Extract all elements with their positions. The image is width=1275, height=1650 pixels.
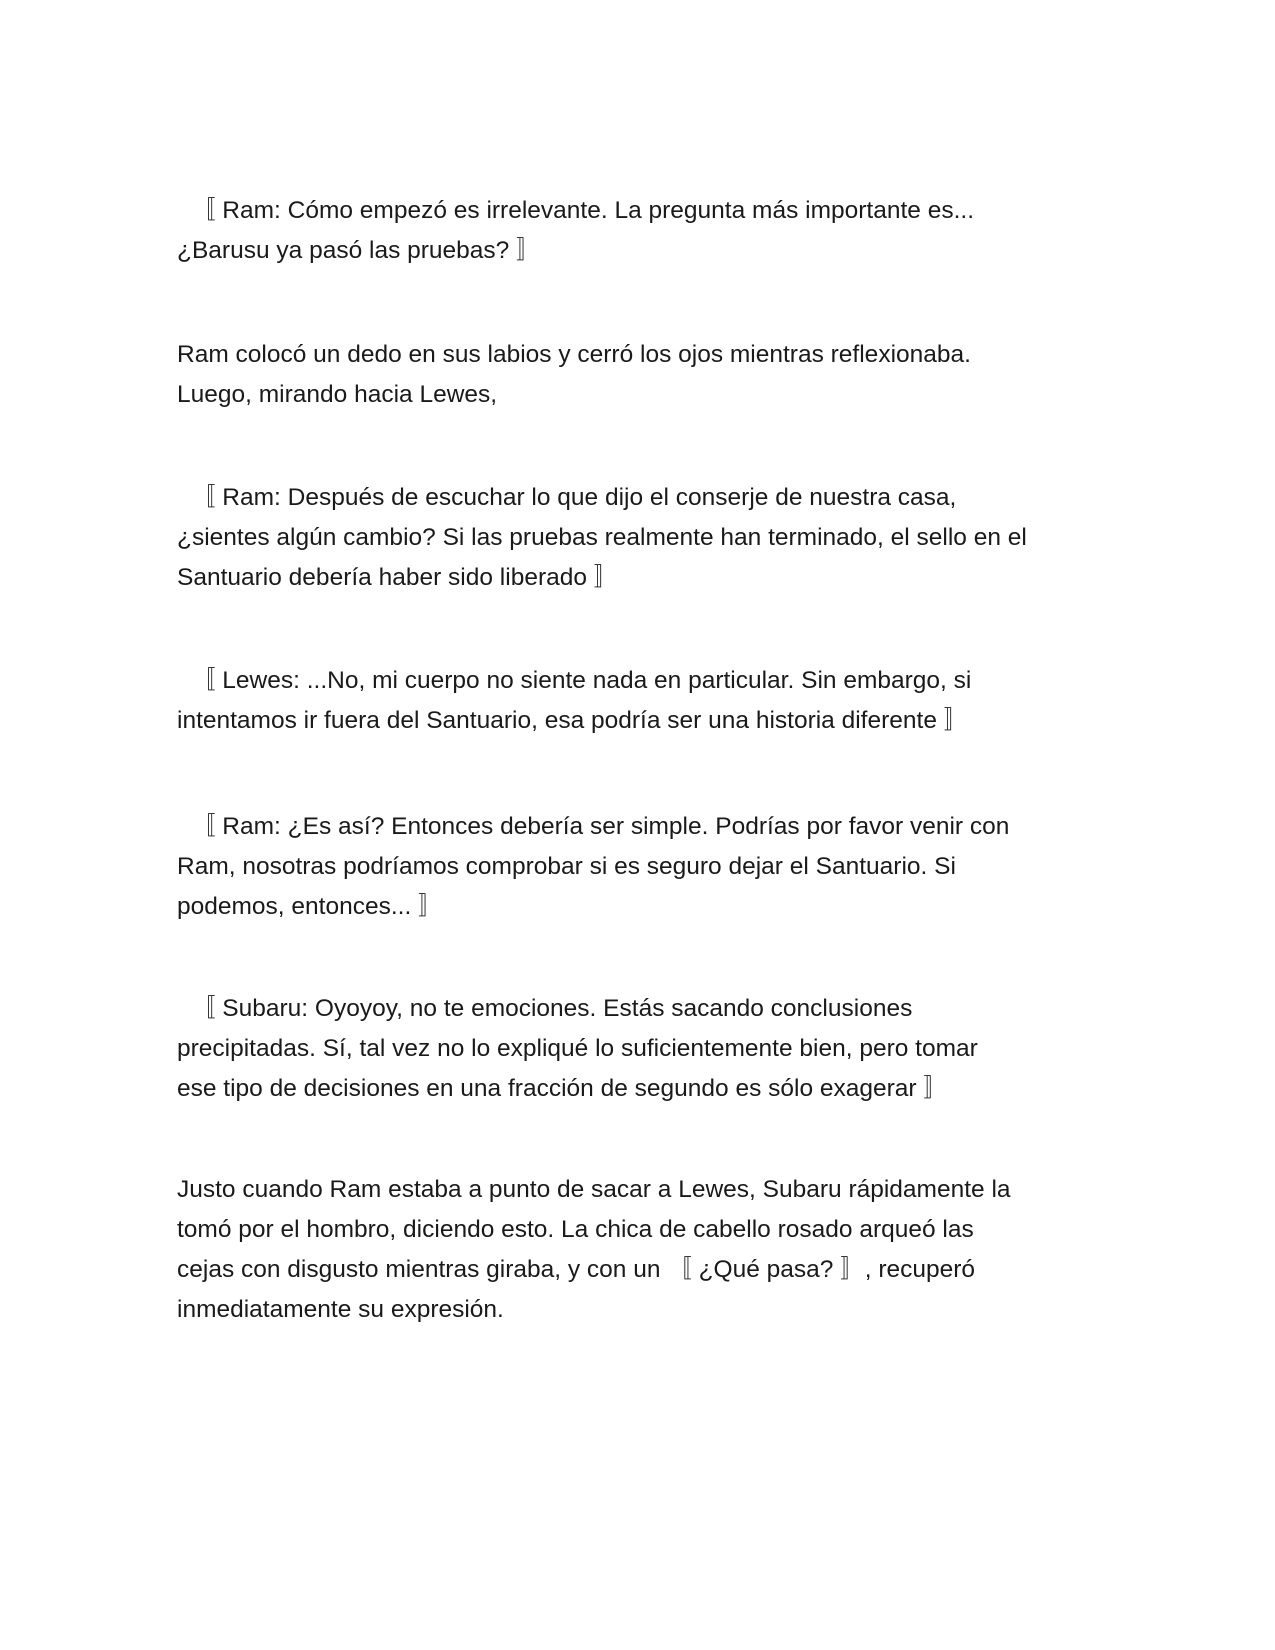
text-line: podemos, entonces... 〛 — [177, 893, 443, 920]
paragraph-subaru-reply — [177, 989, 1107, 1109]
text-line: Luego, mirando hacia Lewes, — [177, 381, 498, 408]
paragraph-ram-simple — [177, 807, 1107, 927]
text-line: 〚 Subaru: Oyoyoy, no te emociones. Estás sacando conclusiones — [191, 995, 913, 1022]
text-line: intentamos ir fuera del Santuario, esa podría ser una historia diferente 〛 — [177, 707, 969, 734]
text-line: ¿sientes algún cambio? Si las pruebas realmente han terminado, el sello en el — [177, 524, 1027, 551]
text-line: Justo cuando Ram estaba a punto de sacar a Lewes, Subaru rápidamente la — [177, 1176, 1011, 1203]
text-line: precipitadas. Sí, tal vez no lo expliqué lo suficientemente bien, pero tomar — [177, 1035, 978, 1062]
text-line: 〚 Ram: Después de escuchar lo que dijo el conserje de nuestra casa, — [191, 484, 957, 511]
text-line: tomó por el hombro, diciendo esto. La chica de cabello rosado arqueó las — [177, 1216, 974, 1243]
text-line: ¿Barusu ya pasó las pruebas? 〛 — [177, 237, 541, 264]
text-line: 〚 Ram: ¿Es así? Entonces debería ser simple. Podrías por favor venir con — [191, 813, 1010, 840]
paragraph-ram-question — [177, 191, 1107, 271]
paragraph-narration-ram-reflects — [177, 335, 1107, 415]
paragraph-ram-after-listening — [177, 478, 1107, 598]
text-line: cejas con disgusto mientras giraba, y con un 〚 ¿Qué pasa? 〛, recuperó — [177, 1256, 976, 1283]
text-line: ese tipo de decisiones en una fracción de segundo es sólo exagerar 〛 — [177, 1075, 948, 1102]
text-line: inmediatamente su expresión. — [177, 1296, 504, 1323]
text-line: Santuario debería haber sido liberado 〛 — [177, 564, 619, 591]
text-line: 〚 Ram: Cómo empezó es irrelevante. La pregunta más importante es... — [191, 197, 974, 224]
paragraph-lewes-reply — [177, 661, 1107, 741]
text-line: 〚 Lewes: ...No, mi cuerpo no siente nada en particular. Sin embargo, si — [191, 667, 972, 694]
text-line: Ram colocó un dedo en sus labios y cerró los ojos mientras reflexionaba. — [177, 341, 971, 368]
text-line: Ram, nosotras podríamos comprobar si es seguro dejar el Santuario. Si — [177, 853, 956, 880]
paragraph-narration-subaru-grabs — [177, 1170, 1107, 1330]
